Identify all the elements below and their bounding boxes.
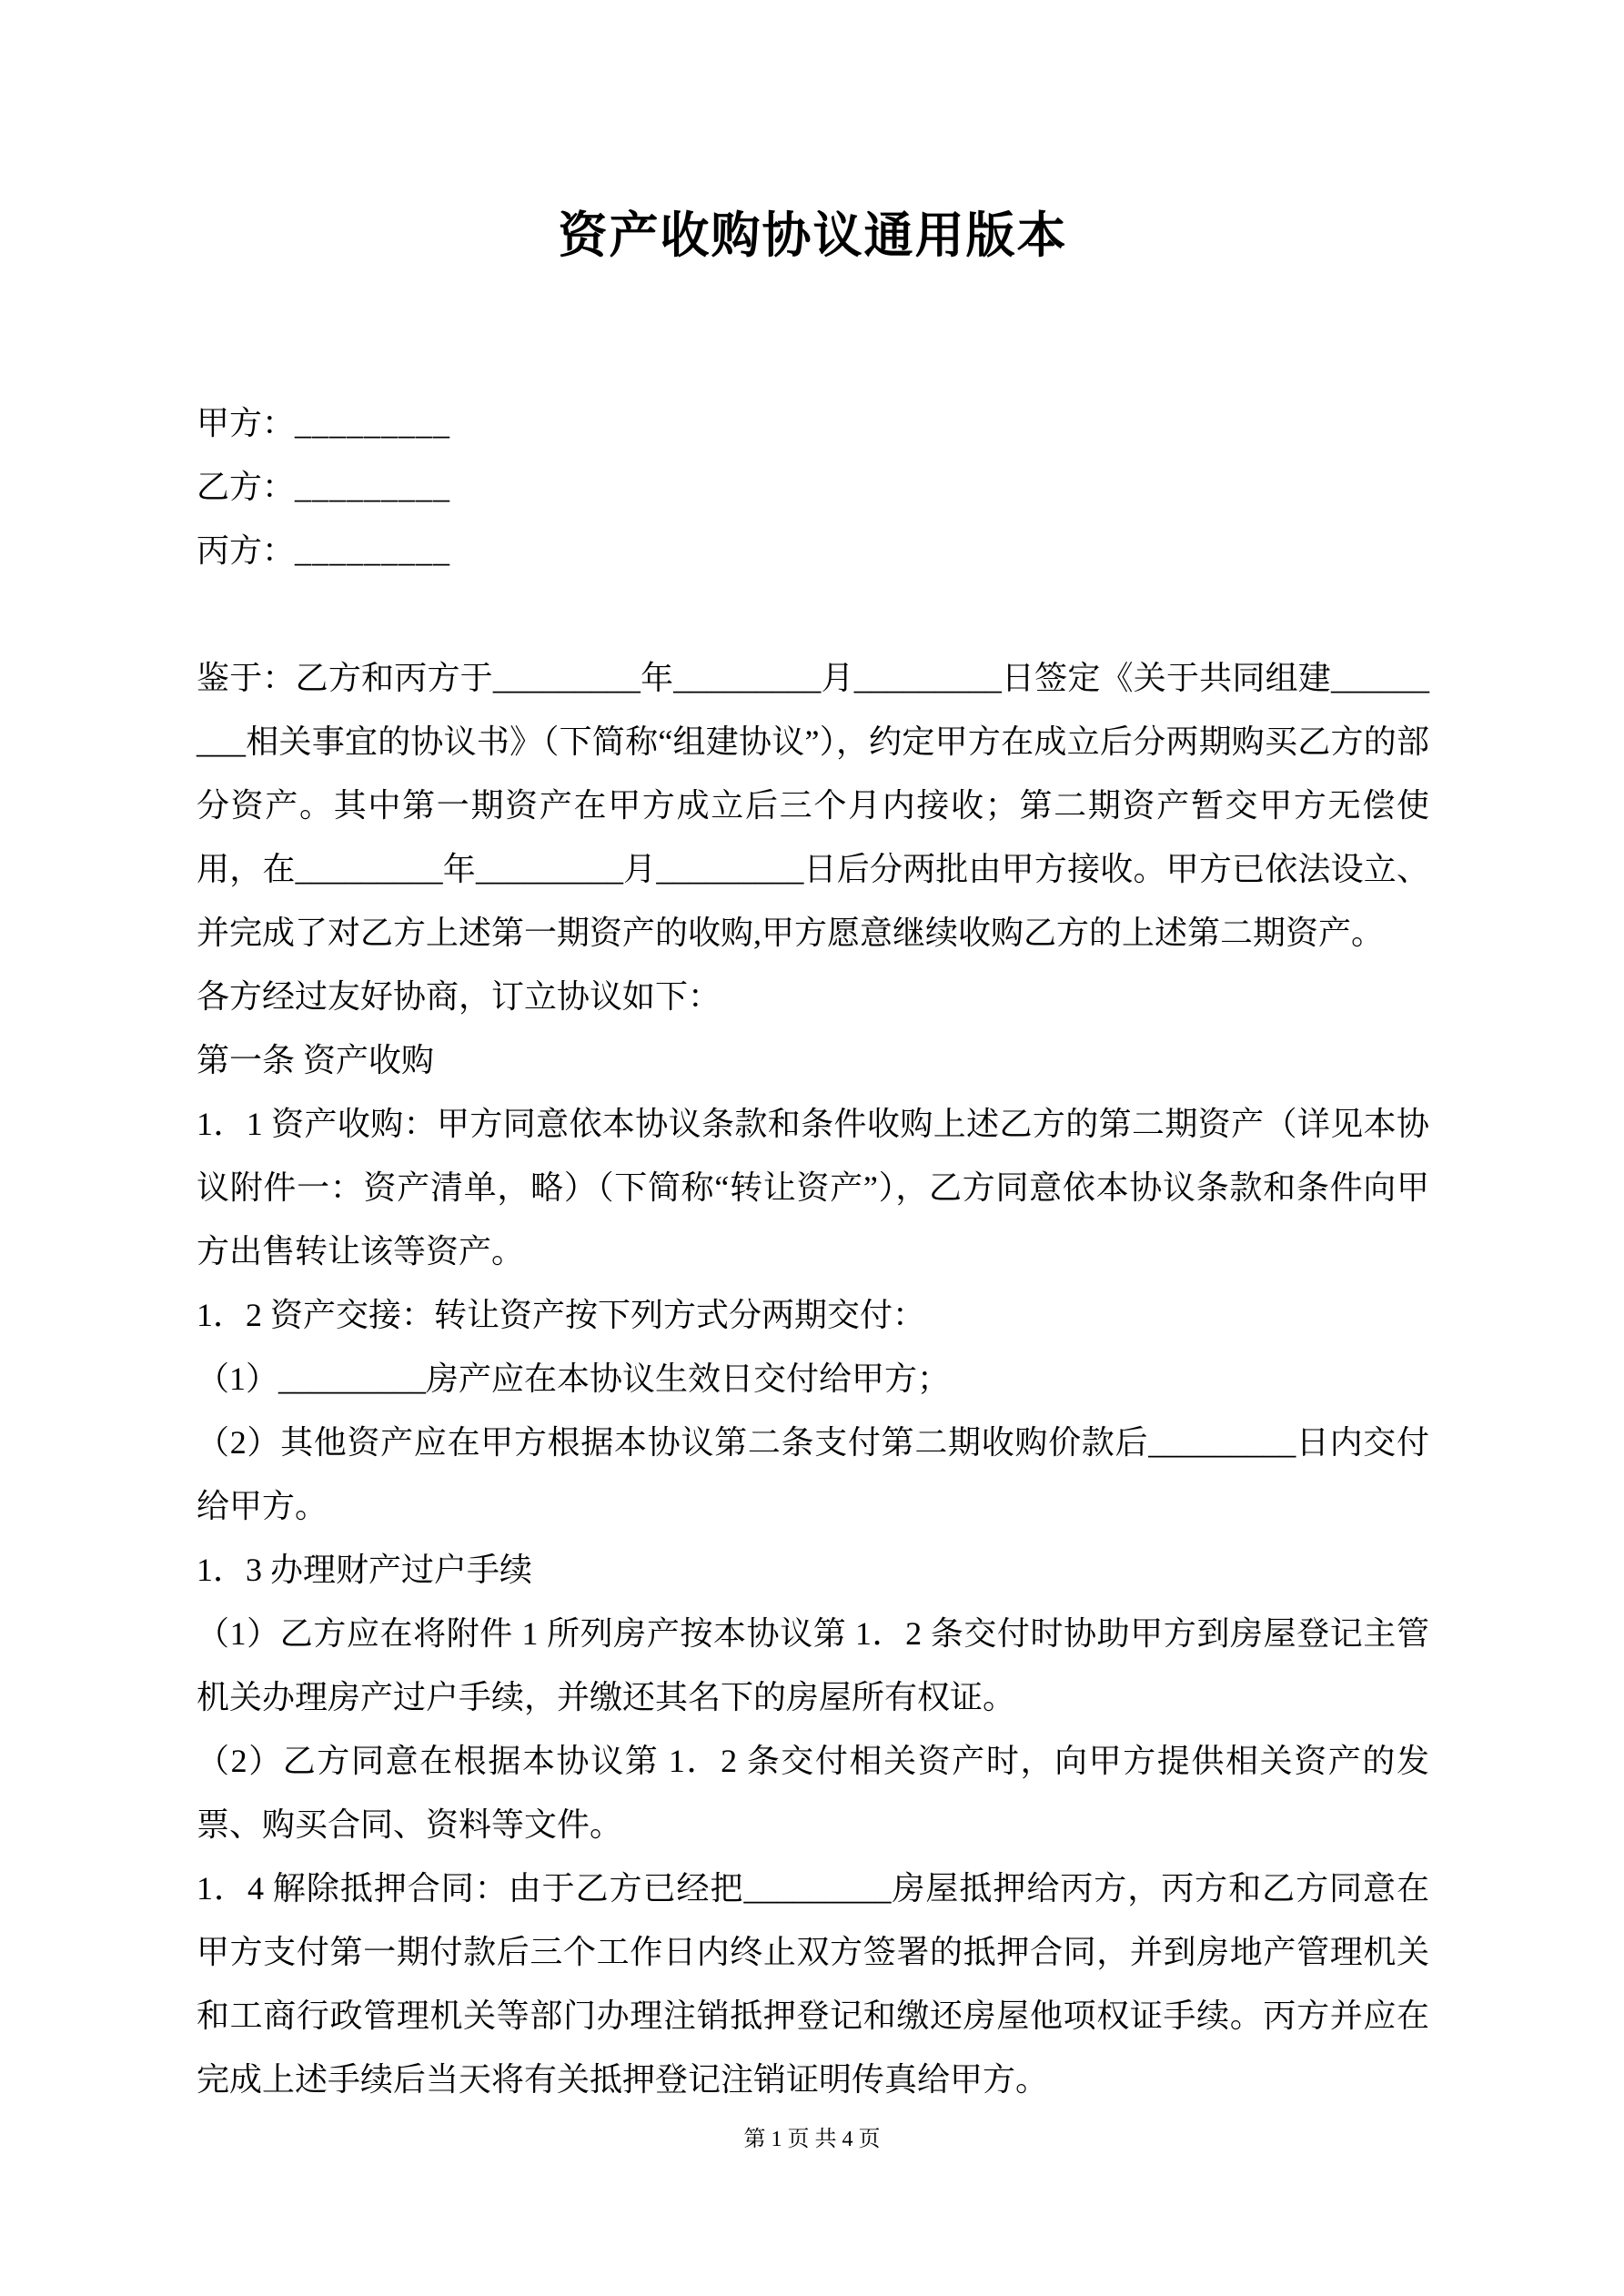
parties-block — [197, 391, 1429, 582]
body-text — [197, 646, 1429, 2111]
paragraph-1-3: 1．3 办理财产过户手续 — [197, 1552, 533, 1588]
party-line-bingfang — [197, 519, 1429, 582]
document-content — [197, 0, 1429, 2111]
paragraph-recitals: 鉴于：乙方和丙方于_________年_________月_________日签定《关于共同组建_________相关事宜的协议书》（下简称“组建协议”），约定甲方在成立后分两期购买乙方的部分资产。其中第一期资产在甲方成立后三个月内接收；第二期资产暂交甲方无偿使用，在_________年_________月_________日后分两批由甲方接收。甲方已依法设立、并完成了对乙方上述第一期资产的收购,甲方愿意继续收购乙方的上述第二期资产。 — [197, 660, 1429, 951]
paragraph-article1-heading: 第一条 资产收购 — [197, 1042, 435, 1078]
party-blank: _________ — [295, 532, 451, 569]
paragraph-1-4: 1．4 解除抵押合同：由于乙方已经把_________房屋抵押给丙方，丙方和乙方同意在甲方支付第一期付款后三个工作日内终止双方签署的抵押合同，并到房地产管理机关和工商行政管理机关等部门办理注销抵押登记和缴还房屋他项权证手续。丙方并应在完成上述手续后当天将有关抵押登记注销证明传真给甲方。 — [197, 1870, 1429, 2098]
party-line-jiafang — [197, 391, 1429, 455]
party-label: 乙方： — [197, 469, 296, 505]
paragraph-1-3-item1: （1）乙方应在将附件 1 所列房产按本协议第 1．2 条交付时协助甲方到房屋登记主管机关办理房产过户手续，并缴还其名下的房屋所有权证。 — [197, 1615, 1429, 1715]
party-blank: _________ — [295, 469, 451, 505]
party-label: 丙方： — [197, 532, 296, 569]
paragraph-1-1: 1．1 资产收购：甲方同意依本协议条款和条件收购上述乙方的第二期资产（详见本协议附件一：资产清单，略）（下简称“转让资产”），乙方同意依本协议条款和条件向甲方出售转让该等资产。 — [197, 1106, 1429, 1269]
paragraph-1-2-item1: （1）_________房产应在本协议生效日交付给甲方； — [197, 1360, 951, 1397]
paragraph-1-2: 1．2 资产交接：转让资产按下列方式分两期交付： — [197, 1297, 926, 1333]
page-number-footer: 第 1 页 共 4 页 — [743, 2128, 881, 2151]
document-title: 资产收购协议通用版本 — [558, 208, 1068, 263]
party-label: 甲方： — [197, 405, 296, 441]
party-line-yifang — [197, 455, 1429, 519]
party-blank: _________ — [295, 405, 451, 441]
paragraph-agreement-intro: 各方经过友好协商，订立协议如下： — [197, 978, 721, 1015]
paragraph-1-2-item2: （2）其他资产应在甲方根据本协议第二条支付第二期收购价款后_________日内交付给甲方。 — [197, 1424, 1429, 1524]
paragraph-1-3-item2: （2）乙方同意在根据本协议第 1．2 条交付相关资产时，向甲方提供相关资产的发票、购买合同、资料等文件。 — [197, 1743, 1429, 1843]
